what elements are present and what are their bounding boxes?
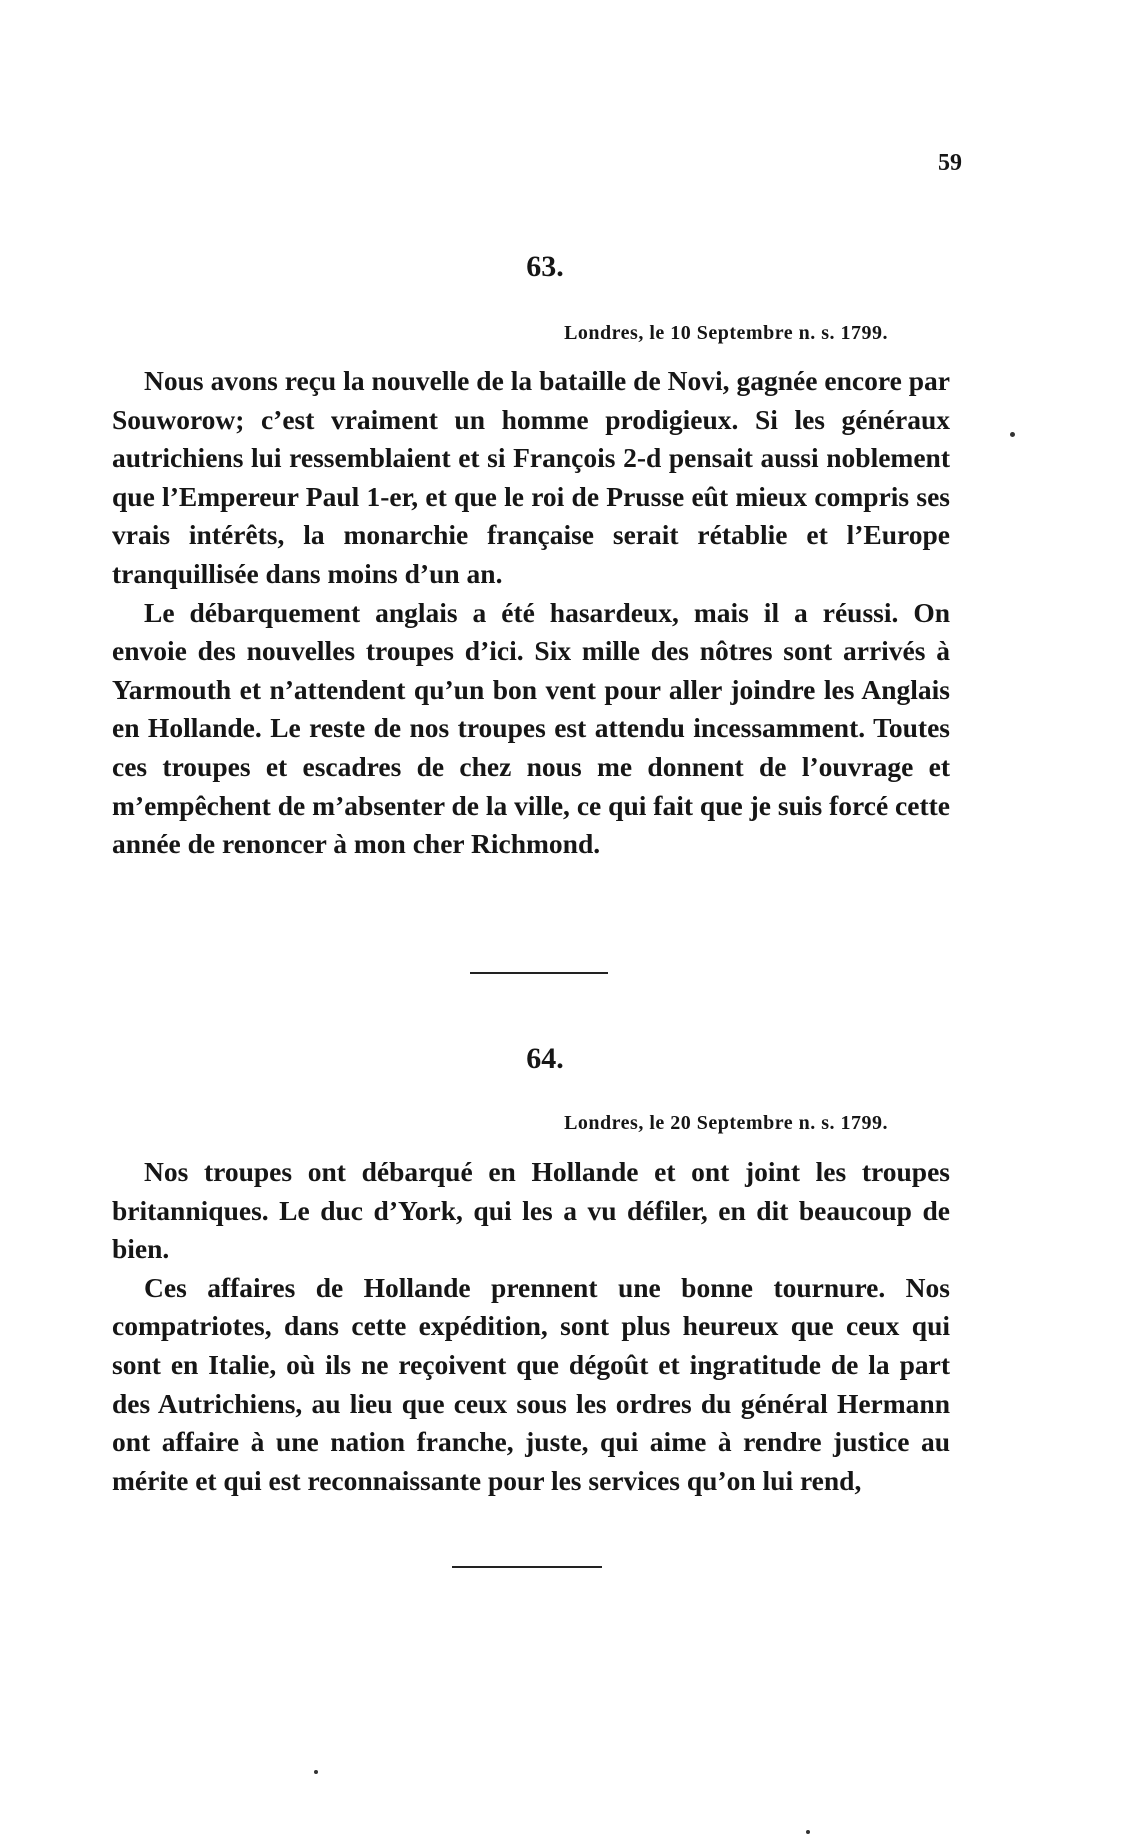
paragraph: Nous avons reçu la nouvelle de la bataille de Novi, gagnée encore par Souworow; c’est vraiment un homme prodigieux. Si les généraux autrichiens lui ressemblaient et si François 2-d pensait aussi noblement que l’Empereur Paul 1-er, et que le roi de Prusse eût mieux compris ses vrais intérêts, la monarchie française serait rétablie et l’Europe tranquillisée dans moins d’un an. — [112, 365, 950, 589]
scan-speck — [1010, 432, 1015, 437]
section-divider — [470, 972, 608, 974]
paragraph: Le débarquement anglais a été hasardeux, mais il a réussi. On envoie des nouvelles troupes d’ici. Six mille des nôtres sont arrivés à Yarmouth et n’attendent qu’un bon vent pour aller joindre les Anglais en Hollande. Le reste de nos troupes est attendu incessamment. Toutes ces troupes et escadres de chez nous me donnent de l’ouvrage et m’empêchent de m’absenter de la ville, ce qui fait que je suis forcé cette année de renoncer à mon cher Richmond. — [112, 596, 950, 860]
page-number: 59 — [938, 150, 962, 176]
section-divider — [452, 1566, 602, 1568]
paragraph: Nos troupes ont débarqué en Hollande et ont joint les troupes britanniques. Le duc d’York, qui les a vu défiler, en dit beaucoup de bien. — [112, 1156, 950, 1265]
letter-body-64 — [112, 1153, 950, 1500]
paragraph: Ces affaires de Hollande prennent une bonne tournure. Nos compatriotes, dans cette expédition, sont plus heureux que ceux qui sont en Italie, où ils ne reçoivent que dégoût et ingratitude de la part des Autrichiens, au lieu que ceux sous les ordres du général Hermann ont affaire à une nation franche, juste, qui aime à rendre justice au mérite et qui est reconnaissante pour les services qu’on lui rend, — [112, 1271, 950, 1496]
scan-speck — [314, 1770, 318, 1774]
letter-dateline-64: Londres, le 20 Septembre n. s. 1799. — [564, 1112, 888, 1134]
letter-number-64: 64. — [526, 1042, 564, 1075]
letter-number-63: 63. — [526, 250, 564, 283]
letter-dateline-63: Londres, le 10 Septembre n. s. 1799. — [564, 322, 888, 344]
letter-body-63 — [112, 362, 950, 864]
scan-speck — [806, 1830, 810, 1834]
